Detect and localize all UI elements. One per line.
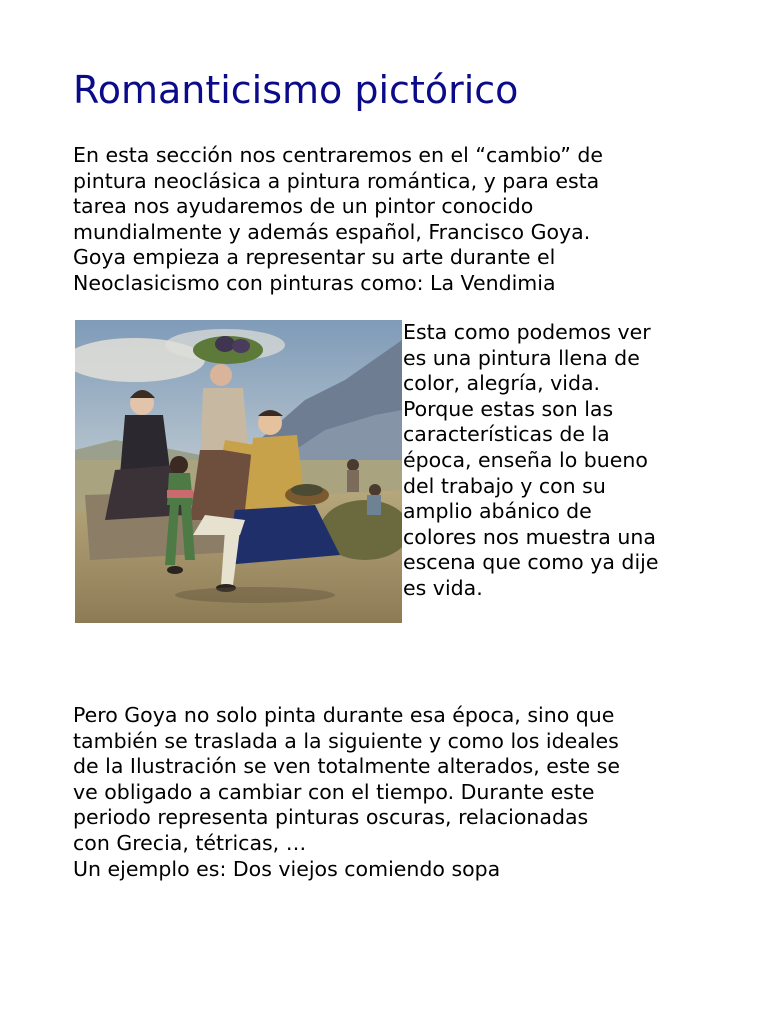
intro-paragraph: En esta sección nos centraremos en el “cambio” de pintura neoclásica a pintura romántica, y para esta tarea nos ayudaremos de un pintor conocido mundialmente y además español, Francisco Goya. Goya empieza a representar su arte durante el Neoclasicismo con pinturas como: La Vendimia [73, 143, 604, 295]
la-vendimia-painting [75, 320, 402, 623]
painting-description: Esta como podemos ver es una pintura llena de color, alegría, vida. Porque estas son las características de la época, enseña lo bueno del trabajo y con su amplio abánico de colores nos muestra una escena que como ya dije es vida. [403, 320, 659, 600]
outro-paragraph: Pero Goya no solo pinta durante esa época, sino que también se traslada a la siguiente y como los ideales de la Ilustración se ven totalmente alterados, este se ve obligado a cambiar con el tiempo. Durante este periodo representa pinturas oscuras, relacionadas con Grecia, tétricas, … Un ejemplo es: Dos viejos comiendo sopa [73, 703, 620, 881]
page-title: Romanticismo pictórico [73, 68, 519, 112]
